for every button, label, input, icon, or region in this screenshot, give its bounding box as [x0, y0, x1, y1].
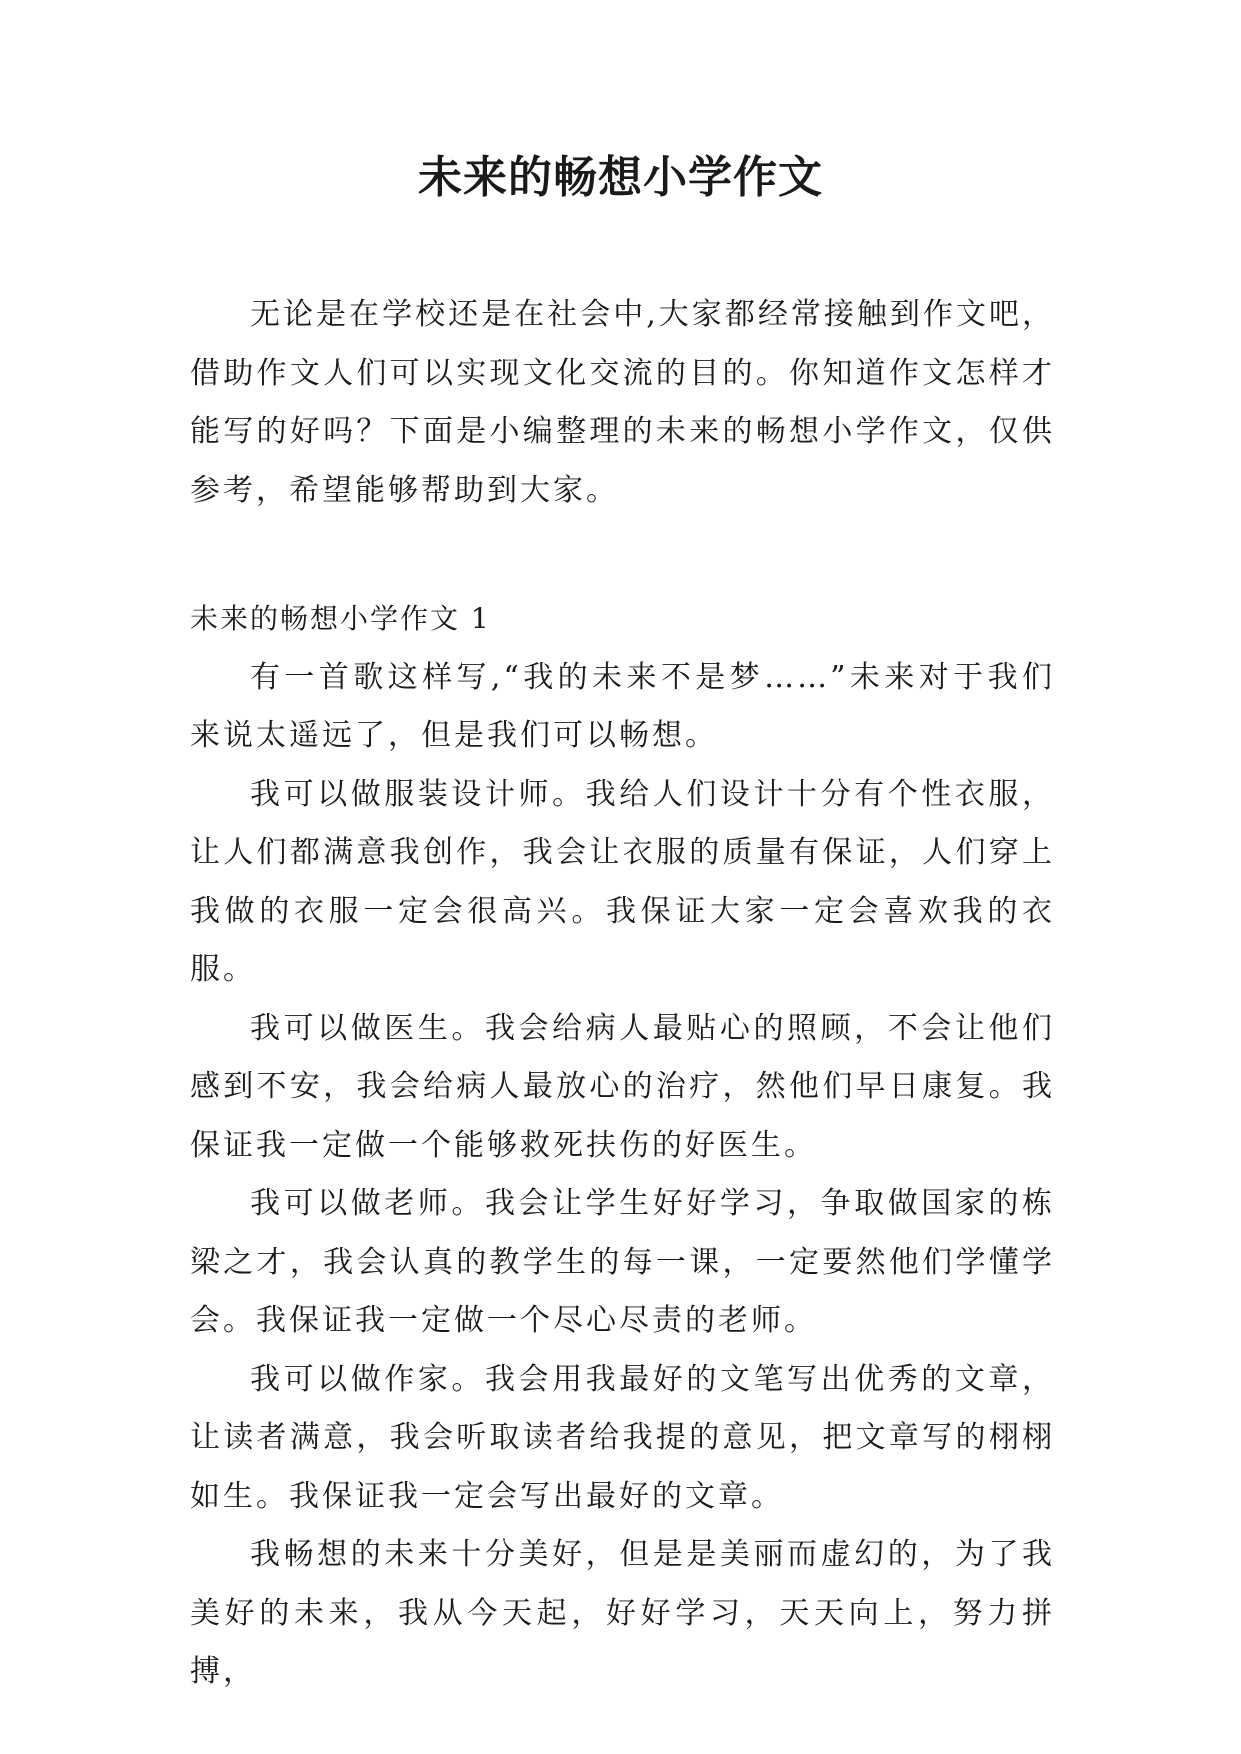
- document-body: [190, 286, 1055, 1702]
- body-paragraph: 有一首歌这样写,“我的未来不是梦……”未来对于我们来说太遥远了，但是我们可以畅想。: [190, 659, 1055, 753]
- body-paragraph: 我可以做作家。我会用我最好的文笔写出优秀的文章，让读者满意，我会听取读者给我提的意见，把文章写的栩栩如生。我保证我一定会写出最好的文章。: [190, 1361, 1055, 1514]
- body-paragraph: 我可以做医生。我会给病人最贴心的照顾，不会让他们感到不安，我会给病人最放心的治疗，然他们早日康复。我保证我一定做一个能够救死扶伤的好医生。: [190, 1010, 1055, 1163]
- body-paragraph: 我可以做服装设计师。我给人们设计十分有个性衣服，让人们都满意我创作，我会让衣服的质量有保证，人们穿上我做的衣服一定会很高兴。我保证大家一定会喜欢我的衣服。: [190, 776, 1055, 987]
- body-paragraph: 我可以做老师。我会让学生好好学习，争取做国家的栋梁之才，我会认真的教学生的每一课，一定要然他们学懂学会。我保证我一定做一个尽心尽责的老师。: [190, 1186, 1055, 1338]
- section-heading: 未来的畅想小学作文 1: [190, 602, 491, 635]
- intro-paragraph: 无论是在学校还是在社会中,大家都经常接触到作文吧，借助作文人们可以实现文化交流的目的。你知道作文怎样才能写的好吗？下面是小编整理的未来的畅想小学作文，仅供参考，希望能够帮助到大家。: [190, 297, 1055, 508]
- body-paragraph: 我畅想的未来十分美好，但是是美丽而虚幻的，为了我美好的未来，我从今天起，好好学习，天天向上，努力拼搏，: [190, 1537, 1055, 1689]
- document-title: 未来的畅想小学作文: [418, 152, 823, 203]
